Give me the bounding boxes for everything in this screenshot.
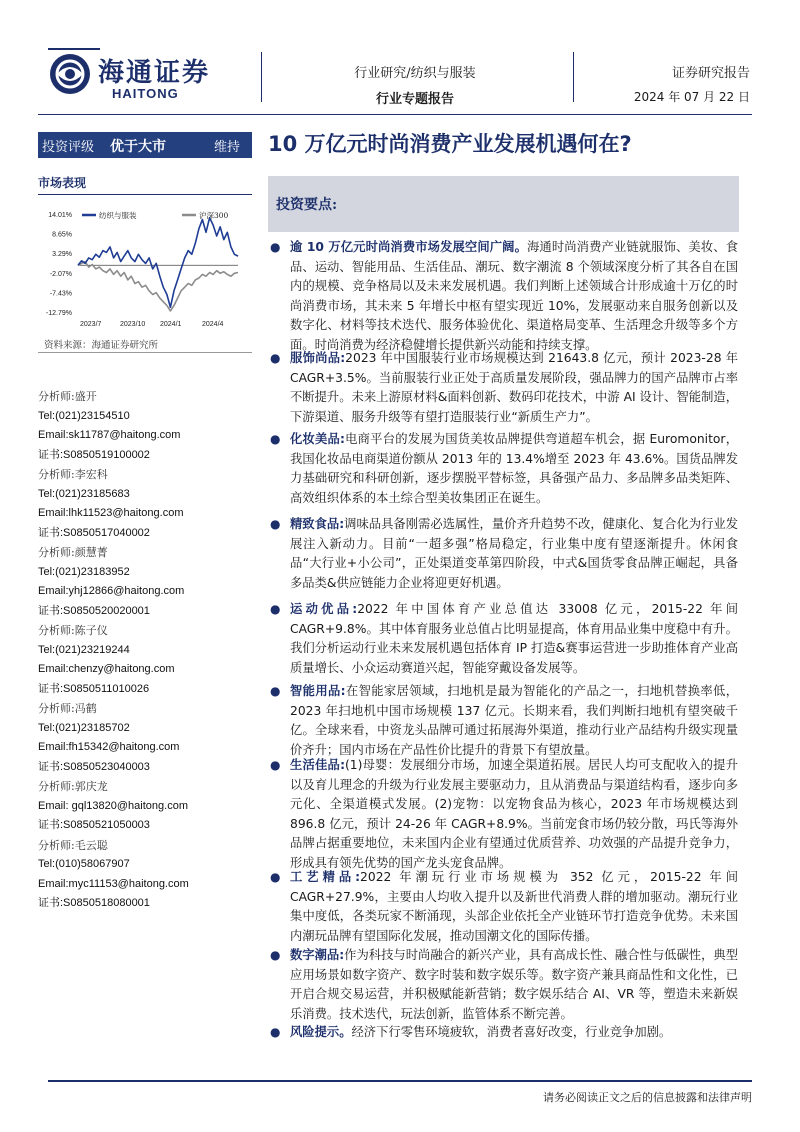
analyst-cert: 证书:S0850519100002 bbox=[38, 448, 150, 461]
bullet-icon: ● bbox=[270, 1025, 281, 1039]
rating-value: 优于大市 bbox=[110, 139, 166, 155]
series-line bbox=[78, 218, 238, 308]
y-tick-label: -12.79% bbox=[45, 310, 72, 317]
analyst-tel: Tel:(021)23185702 bbox=[38, 721, 130, 734]
key-point-text bbox=[290, 1023, 738, 1043]
analyst-cert: 证书:S0850517040002 bbox=[38, 526, 150, 539]
key-point-text bbox=[290, 868, 738, 946]
key-point-body: 电商平台的发展为国货美妆品牌提供弯道超车机会，据 Euromonitor，我国化妆品电商渠道份额从 2013 年的 13.4%增至 2023 年 43.6%。国货品牌发力基础研究和科研创新，逐步摆脱平替标签，具备强产品力、多品牌多品类矩阵、高效组织体系的本土综合型美妆集团正在诞生。 bbox=[290, 432, 738, 505]
bullet-icon: ● bbox=[270, 758, 281, 772]
key-point-item bbox=[270, 868, 738, 946]
key-point-head: 数字潮品: bbox=[290, 948, 345, 962]
securities-report-label: 证券研究报告 bbox=[671, 66, 750, 81]
key-point-item bbox=[270, 600, 738, 678]
key-point-text bbox=[290, 238, 738, 356]
footer-rule bbox=[48, 1080, 752, 1082]
analyst-block bbox=[38, 387, 252, 465]
analyst-tel: Tel:(021)23185683 bbox=[38, 487, 130, 500]
analyst-tel: Tel:(010)58067907 bbox=[38, 858, 130, 870]
report-category: 行业研究/纺织与服装 bbox=[354, 66, 476, 81]
header-divider-1 bbox=[261, 52, 262, 102]
key-point-body: 2022 年潮玩行业市场规模为 352 亿元，2015-22 年间 CAGR+27.9%，主要由人均收入提升以及新世代消费人群的增加驱动。潮玩行业集中度低，各类玩家不断涌现，头部企业依托全产业链环节打造竞争优势。未来国内潮玩品牌有望国际化发展，推动国潮文化的国际传播。 bbox=[290, 870, 738, 943]
x-tick-label: 2024/1 bbox=[160, 321, 182, 328]
report-type: 行业专题报告 bbox=[375, 92, 454, 107]
key-point-head: 逾 10 万亿元时尚消费市场发展空间广阔。 bbox=[290, 240, 528, 254]
logo-english-name: HAITONG bbox=[112, 86, 179, 101]
analyst-name: 分析师:冯鹤 bbox=[38, 702, 97, 715]
rating-label: 投资评级 bbox=[42, 140, 95, 155]
analyst-name: 分析师:李宏科 bbox=[38, 468, 108, 481]
analyst-name: 分析师:颜慧菁 bbox=[38, 546, 108, 559]
analyst-tel: Tel:(021)23154510 bbox=[38, 409, 130, 422]
key-point-item bbox=[270, 349, 738, 427]
analyst-email: Email:chenzy@haitong.com bbox=[38, 663, 175, 675]
key-point-item bbox=[270, 946, 738, 1024]
source-rule bbox=[38, 352, 252, 353]
analyst-cert: 证书:S0850511010026 bbox=[38, 682, 150, 695]
analyst-email: Email:sk11787@haitong.com bbox=[38, 429, 181, 441]
key-point-body: 经济下行零售环境疲软，消费者喜好改变，行业竞争加剧。 bbox=[351, 1025, 672, 1039]
key-point-head: 运动优品: bbox=[290, 602, 358, 616]
rating-bar bbox=[38, 132, 252, 158]
key-point-text bbox=[290, 682, 738, 760]
key-point-item bbox=[270, 682, 738, 760]
analyst-name: 分析师:陈子仪 bbox=[38, 624, 108, 637]
chart-source: 资料来源：海通证券研究所 bbox=[44, 340, 159, 351]
top-rule bbox=[48, 48, 100, 50]
analyst-tel: Tel:(021)23219244 bbox=[38, 643, 130, 656]
report-title: 10 万亿元时尚消费产业发展机遇何在? bbox=[268, 132, 632, 156]
header-bottom-rule bbox=[38, 114, 752, 115]
key-point-head: 生活佳品: bbox=[290, 758, 345, 772]
analyst-cert: 证书:S0850520020001 bbox=[38, 604, 150, 617]
key-point-body: 海通时尚消费产业链就服饰、美妆、食品、运动、智能用品、生活佳品、潮玩、数字潮流 8 个领域深度分析了其各自在国内的规模、竞争格局以及未来发展机遇。我们判断上述领域合计形成逾十万亿的时尚消费市场，其未来 5 年增长中枢有望实现近 10%，发展驱动来自服务创新以及数字化、材料等技术迭代、服务体验优化、渠道格局变革、生活理念升级等多个方面。时尚消费为经济稳健增长提供新兴动能和持续支撑。 bbox=[290, 240, 738, 352]
analyst-cert: 证书:S0850518080001 bbox=[38, 897, 150, 909]
logo-chinese-name: 海通证券 bbox=[98, 58, 211, 88]
key-point-body: 在智能家居领域，扫地机是最为智能化的产品之一，扫地机替换率低，2023 年扫地机中国市场规模 137 亿元。长期来看，我们判断扫地机有望突破千亿。全球来看，中资龙头品牌可通过拓展海外渠道，推动行业产品结构升级实现量价齐升；国内市场在产品性价比提升的背景下有望放量。 bbox=[290, 684, 738, 757]
report-date: 2024 年 07 月 22 日 bbox=[633, 90, 750, 104]
analyst-list bbox=[38, 387, 252, 914]
legend-label: 沪深300 bbox=[199, 211, 229, 220]
analyst-block bbox=[38, 465, 252, 543]
analyst-block bbox=[38, 777, 252, 836]
haitong-logo-icon bbox=[48, 52, 92, 96]
bullet-icon: ● bbox=[270, 684, 281, 698]
y-tick-label: 8.65% bbox=[52, 231, 72, 239]
bullet-icon: ● bbox=[270, 351, 281, 365]
key-point-item bbox=[270, 1023, 738, 1043]
bullet-icon: ● bbox=[270, 602, 281, 616]
key-point-head: 服饰尚品: bbox=[290, 351, 346, 365]
key-point-body: (1)母婴：发展细分市场，加速全渠道拓展。居民人均可支配收入的提升以及育儿理念的升级为行业发展主要驱动力，且从消费品与渠道结构看，逐步向多元化、全渠道模式发展。(2)宠物：以宠物食品为核心，2023 年市场规模达到 896.8 亿元，预计 24-26 年 CAGR+8.9%。当前宠食市场仍较分散，玛氏等海外品牌占据重要地位，未来国内企业有望通过优质营养、功效强的产品提升竞争力，形成具有领先优势的国产龙头宠食品牌。 bbox=[290, 758, 738, 870]
market-title-rule bbox=[38, 194, 252, 195]
analyst-tel: Email: gql13820@haitong.com bbox=[38, 799, 188, 812]
key-point-head: 化妆美品: bbox=[290, 432, 345, 446]
bullet-icon: ● bbox=[270, 432, 281, 446]
key-point-body: 2022 年中国体育产业总值达 33008 亿元，2015-22 年间 CAGR+9.8%。其中体育服务业总值占比明显提高，体育用品业集中度稳中有升。我们分析运动行业未来发展机遇包括体育 IP 打造&赛事运营进一步助推体育产业高质量增长、小众运动赛道兴起，智能穿戴设备发展等。 bbox=[290, 602, 738, 675]
analyst-tel: Tel:(021)23183952 bbox=[38, 565, 130, 578]
analyst-name: 分析师:毛云聪 bbox=[38, 838, 108, 852]
key-point-item bbox=[270, 430, 738, 508]
key-point-head: 精致食品: bbox=[290, 517, 345, 531]
key-point-text bbox=[290, 756, 738, 874]
key-point-body: 作为科技与时尚融合的新兴产业，具有高成长性、融合性与低碳性，典型应用场景如数字资产、数字时装和数字娱乐等。数字资产兼具商品性和文化性，已开启合规交易运营，并积极赋能新营销；数字娱乐结合 AI、VR 等，塑造未来新娱乐消费。技术迭代，玩法创新，监管体系不断完善。 bbox=[290, 948, 738, 1021]
key-point-item bbox=[270, 238, 738, 356]
market-performance-chart bbox=[38, 200, 252, 332]
analyst-block bbox=[38, 836, 252, 914]
analyst-block bbox=[38, 543, 252, 621]
bullet-icon: ● bbox=[270, 517, 281, 531]
analyst-block bbox=[38, 621, 252, 699]
key-point-text bbox=[290, 349, 738, 427]
bullet-icon: ● bbox=[270, 948, 281, 962]
key-point-head: 智能用品: bbox=[290, 684, 346, 698]
key-point-body: 2023 年中国服装行业市场规模达到 21643.8 亿元，预计 2023-28 年 CAGR+3.5%。当前服装行业正处于高质量发展阶段，强品牌力的国产品牌市占率不断提升。未来上游原材料&面料创新、数码印花技术，中游 AI 设计、智能制造，下游渠道、服务升级等有望打造服装行业“新质生产力”。 bbox=[290, 351, 738, 424]
x-tick-label: 2023/7 bbox=[80, 321, 102, 328]
key-point-text bbox=[290, 946, 738, 1024]
x-tick-label: 2023/10 bbox=[120, 321, 146, 328]
bullet-icon: ● bbox=[270, 870, 281, 884]
y-tick-label: -2.07% bbox=[49, 270, 72, 278]
bullet-icon: ● bbox=[270, 240, 281, 254]
key-point-text bbox=[290, 600, 738, 678]
analyst-email: Email:lhk11523@haitong.com bbox=[38, 507, 184, 519]
analyst-email: Email:myc11153@haitong.com bbox=[38, 877, 189, 890]
key-point-head: 风险提示。 bbox=[290, 1025, 352, 1039]
key-point-item bbox=[270, 756, 738, 874]
analyst-block bbox=[38, 699, 252, 777]
analyst-email: 证书:S0850521050003 bbox=[38, 819, 150, 831]
analyst-email: Email:yhj12866@haitong.com bbox=[38, 585, 185, 597]
y-tick-label: 14.01% bbox=[48, 212, 72, 219]
analyst-email: Email:fh15342@haitong.com bbox=[38, 741, 180, 753]
key-points-title: 投资要点: bbox=[276, 197, 338, 213]
analyst-cert: 证书:S0850523040003 bbox=[38, 760, 150, 773]
header-divider-2 bbox=[573, 52, 574, 102]
rating-action: 维持 bbox=[214, 140, 241, 155]
analyst-name: 分析师:盛开 bbox=[38, 390, 97, 403]
legend-label: 纺织与服装 bbox=[99, 211, 137, 220]
key-point-text bbox=[290, 515, 738, 593]
market-section-title: 市场表现 bbox=[38, 176, 87, 190]
key-point-text bbox=[290, 430, 738, 508]
key-points-header-box bbox=[268, 176, 739, 232]
x-tick-label: 2024/4 bbox=[202, 321, 224, 328]
disclaimer-footer: 请务必阅读正文之后的信息披露和法律声明 bbox=[543, 1091, 752, 1104]
key-point-body: 调味品具备刚需必选属性，量价齐升趋势不改，健康化、复合化为行业发展注入新动力。目前“一超多强”格局稳定，行业集中度有望逐渐提升。休闲食品“大行业+小公司”，正处渠道变革第四阶段，中式&国货零食品牌正崛起，具备多品类&供应链能力企业将迎更好机遇。 bbox=[290, 517, 738, 590]
y-tick-label: 3.29% bbox=[52, 251, 72, 259]
key-point-item bbox=[270, 515, 738, 593]
analyst-name: 分析师:郭庆龙 bbox=[38, 780, 108, 793]
key-point-head: 工艺精品: bbox=[290, 870, 361, 884]
y-tick-label: -7.43% bbox=[49, 290, 72, 298]
